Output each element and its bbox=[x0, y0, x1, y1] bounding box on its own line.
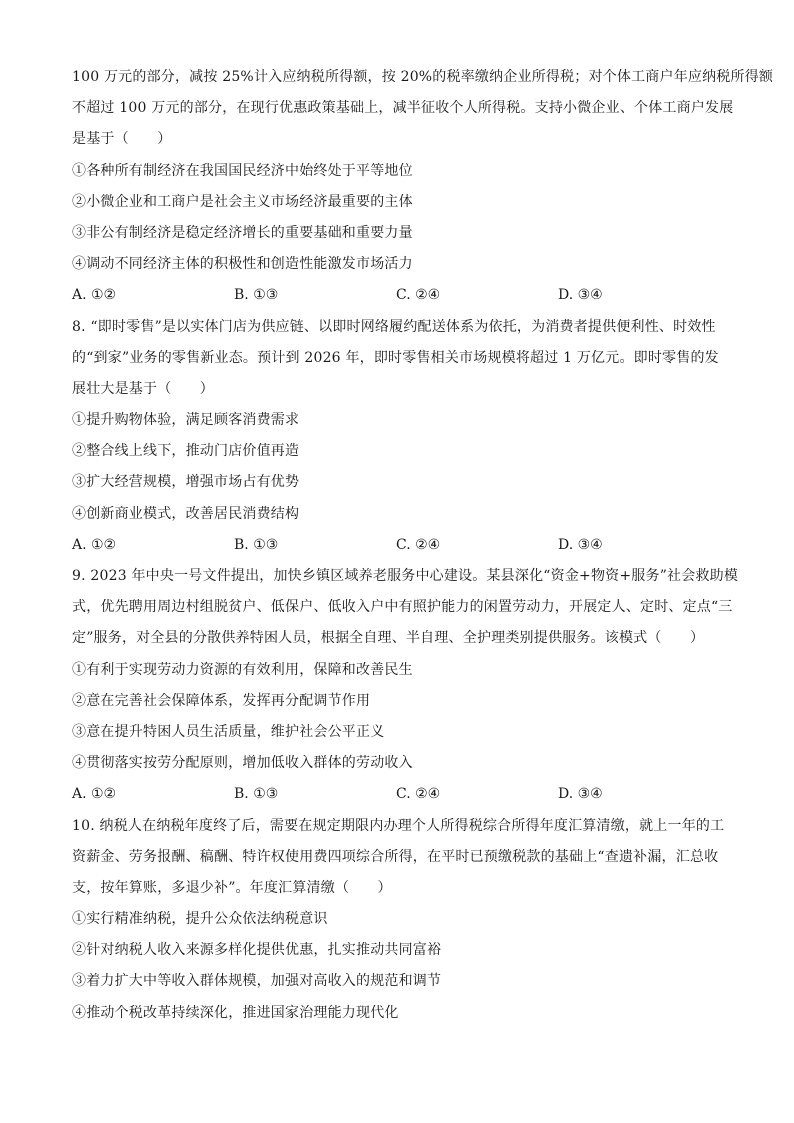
q7-stem-line-2: 不超过 100 万元的部分，在现行优惠政策基础上，减半征收个人所得税。支持小微企业、个体工商户发展 bbox=[72, 100, 734, 117]
q8-item-3: ③扩大经营规模，增强市场占有优势 bbox=[72, 474, 300, 491]
q7-item-3: ③非公有制经济是稳定经济增长的重要基础和重要力量 bbox=[72, 224, 413, 241]
q9-item-3: ③意在提升特困人员生活质量，维护社会公平正义 bbox=[72, 723, 385, 740]
q9-stem-line-3: 定”服务，对全县的分散供养特困人员，根据全自理、半自理、全护理类别提供服务。该模式（ ） bbox=[72, 630, 705, 647]
q8-stem-line-2: 的“到家”业务的零售新业态。预计到 2026 年，即时零售相关市场规模将超过 1 万亿元。即时零售的发 bbox=[72, 349, 719, 366]
q8-item-2: ②整合线上线下，推动门店价值再造 bbox=[72, 443, 300, 460]
q10-item-3: ③着力扩大中等收入群体规模，加强对高收入的规范和调节 bbox=[72, 973, 442, 990]
q9-choices bbox=[72, 779, 724, 810]
question-7 bbox=[72, 62, 774, 312]
q9-stem-line-2: 式，优先聘用周边村组脱贫户、低保户、低收入户中有照护能力的闲置劳动力，开展定人、定时、定点“三 bbox=[72, 599, 733, 616]
q9-item-4: ④贯彻落实按劳分配原则，增加低收入群体的劳动收入 bbox=[72, 755, 413, 772]
q7-choice-b: B. ①③ bbox=[234, 287, 279, 304]
q8-choice-b: B. ①③ bbox=[234, 536, 279, 553]
q10-stem-line-2: 资薪金、劳务报酬、稿酬、特许权使用费四项综合所得，在平时已预缴税款的基础上“查遗补漏，汇总收 bbox=[72, 848, 719, 865]
q9-stem-line-1: 9. 2023 年中央一号文件提出，加快乡镇区域养老服务中心建设。某县深化“资金+物资+服务”社会救助模 bbox=[72, 568, 739, 584]
q10-stem-line-3: 支，按年算账，多退少补”。年度汇算清缴（ ） bbox=[72, 879, 392, 896]
question-9 bbox=[72, 561, 739, 811]
question-8 bbox=[72, 312, 724, 562]
q7-stem-line-1: 100 万元的部分，减按 25%计入应纳税所得额，按 20%的税率缴纳企业所得税；对个体工商户年应纳税所得额 bbox=[72, 69, 774, 85]
q8-item-1: ①提升购物体验，满足顾客消费需求 bbox=[72, 412, 300, 429]
q7-stem-line-3: 是基于（ ） bbox=[72, 131, 172, 148]
q7-choice-d: D. ③④ bbox=[558, 287, 603, 304]
q8-choice-c: C. ②④ bbox=[396, 536, 441, 553]
q10-item-4: ④推动个税改革持续深化，推进国家治理能力现代化 bbox=[72, 1004, 399, 1021]
q8-stem-line-3: 展壮大是基于（ ） bbox=[72, 380, 214, 397]
question-10 bbox=[72, 811, 724, 1029]
q8-choice-a: A. ①② bbox=[72, 536, 117, 553]
q8-item-4: ④创新商业模式，改善居民消费结构 bbox=[72, 505, 300, 522]
q10-item-1: ①实行精准纳税，提升公众依法纳税意识 bbox=[72, 911, 328, 928]
q8-choices bbox=[72, 530, 724, 561]
q9-choice-c: C. ②④ bbox=[396, 786, 441, 803]
exam-page bbox=[72, 62, 774, 1029]
q7-item-1: ①各种所有制经济在我国国民经济中始终处于平等地位 bbox=[72, 162, 413, 179]
q7-choice-a: A. ①② bbox=[72, 287, 117, 304]
q7-item-2: ②小微企业和工商户是社会主义市场经济最重要的主体 bbox=[72, 193, 413, 210]
q9-choice-d: D. ③④ bbox=[558, 786, 603, 803]
q10-item-2: ②针对纳税人收入来源多样化提供优惠，扎实推动共同富裕 bbox=[72, 942, 442, 959]
q7-choice-c: C. ②④ bbox=[396, 287, 441, 304]
q7-choices bbox=[72, 280, 724, 311]
q8-stem-line-1: 8. “即时零售”是以实体门店为供应链、以即时网络履约配送体系为依托，为消费者提供便利性、时效性 bbox=[72, 318, 716, 335]
q9-choice-b: B. ①③ bbox=[234, 786, 279, 803]
q10-stem-line-1: 10. 纳税人在纳税年度终了后，需要在规定期限内办理个人所得税综合所得年度汇算清缴，就上一年的工 bbox=[72, 817, 725, 834]
q7-item-4: ④调动不同经济主体的积极性和创造性能激发市场活力 bbox=[72, 256, 413, 273]
q8-choice-d: D. ③④ bbox=[558, 536, 603, 553]
q9-item-2: ②意在完善社会保障体系，发挥再分配调节作用 bbox=[72, 692, 371, 709]
q9-item-1: ①有利于实现劳动力资源的有效利用，保障和改善民生 bbox=[72, 661, 413, 678]
q9-choice-a: A. ①② bbox=[72, 786, 117, 803]
